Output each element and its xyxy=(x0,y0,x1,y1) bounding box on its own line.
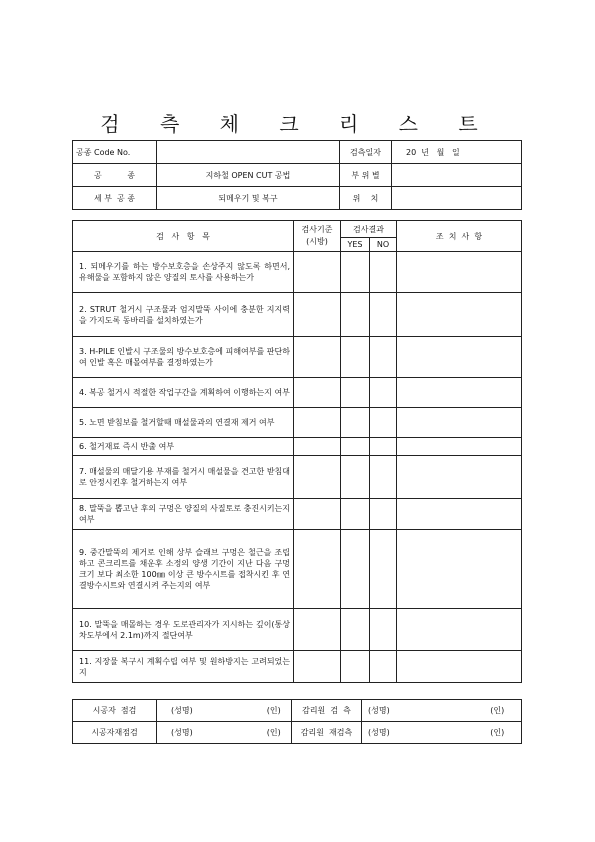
contractor-reinspection-seal[interactable]: (인) xyxy=(257,722,292,744)
no-cell[interactable] xyxy=(370,609,397,651)
sub-work-label: 세 부 공 종 xyxy=(73,187,157,210)
work-code-value[interactable] xyxy=(157,141,340,164)
action-cell[interactable] xyxy=(397,293,522,337)
action-cell[interactable] xyxy=(397,530,522,609)
supervisor-inspection-label: 감리원 검 측 xyxy=(292,700,362,722)
yes-cell[interactable] xyxy=(341,530,370,609)
supervisor-inspection-seal[interactable]: (인) xyxy=(474,700,522,722)
location-value[interactable] xyxy=(392,187,522,210)
action-cell[interactable] xyxy=(397,408,522,438)
checklist-item: 7. 매설물의 매달기용 부재를 철거시 매설물을 견고한 받침대로 안정시킨후 철거하는지 여부 xyxy=(73,456,294,499)
no-cell[interactable] xyxy=(370,530,397,609)
contractor-reinspection-label: 시공자재점검 xyxy=(73,722,157,744)
criteria-cell[interactable] xyxy=(294,337,341,378)
col-header-result: 검사결과 xyxy=(341,221,397,238)
action-cell[interactable] xyxy=(397,438,522,456)
work-type-label: 공 종 xyxy=(73,164,157,187)
work-type-value[interactable]: 지하철 OPEN CUT 공법 xyxy=(157,164,340,187)
no-cell[interactable] xyxy=(370,438,397,456)
part-name-value[interactable] xyxy=(392,164,522,187)
page-title: 검 측 체 크 리 스 트 xyxy=(100,112,495,136)
criteria-cell[interactable] xyxy=(294,408,341,438)
checklist-item: 2. STRUT 철거시 구조물과 엄지말뚝 사이에 충분한 지지력을 가지도록 동바리를 설치하였는가 xyxy=(73,293,294,337)
no-cell[interactable] xyxy=(370,499,397,530)
no-cell[interactable] xyxy=(370,293,397,337)
inspection-date-label: 검측일자 xyxy=(340,141,392,164)
contractor-inspection-seal[interactable]: (인) xyxy=(257,700,292,722)
yes-cell[interactable] xyxy=(341,456,370,499)
action-cell[interactable] xyxy=(397,609,522,651)
supervisor-inspection-name[interactable]: (성명) xyxy=(362,700,474,722)
checklist-item: 8. 말뚝을 뽑고난 후의 구멍은 양질의 사질토로 충진시키는지 여부 xyxy=(73,499,294,530)
criteria-cell[interactable] xyxy=(294,438,341,456)
yes-cell[interactable] xyxy=(341,293,370,337)
criteria-cell[interactable] xyxy=(294,530,341,609)
checklist-table xyxy=(72,220,522,683)
inspection-date-value[interactable]: 20 년 월 일 xyxy=(392,141,522,164)
criteria-cell[interactable] xyxy=(294,252,341,293)
action-cell[interactable] xyxy=(397,456,522,499)
location-label: 위 치 xyxy=(340,187,392,210)
checklist-item: 1. 되메우기를 하는 방수보호층을 손상주지 않도록 하면서, 유해물을 포함하지 않은 양질의 토사를 사용하는가 xyxy=(73,252,294,293)
yes-cell[interactable] xyxy=(341,337,370,378)
no-cell[interactable] xyxy=(370,651,397,683)
action-cell[interactable] xyxy=(397,378,522,408)
checklist-item: 9. 중간말뚝의 제거로 인해 상부 슬래브 구멍은 철근을 조립하고 콘크리트를 채운후 소정의 양생 기간이 지난 다음 구멍크기 보다 최소한 100㎜ 이상 큰 방수시트를 접착시킨 후 연결방수시트와 연결시켜 주는지의 여부 xyxy=(73,530,294,609)
supervisor-reinspection-seal[interactable]: (인) xyxy=(474,722,522,744)
work-code-label: 공종 Code No. xyxy=(73,141,157,164)
no-cell[interactable] xyxy=(370,378,397,408)
yes-cell[interactable] xyxy=(341,408,370,438)
no-cell[interactable] xyxy=(370,252,397,293)
signature-table xyxy=(72,699,522,744)
yes-cell[interactable] xyxy=(341,438,370,456)
criteria-cell[interactable] xyxy=(294,456,341,499)
yes-cell[interactable] xyxy=(341,378,370,408)
checklist-item: 4. 복공 철거시 적절한 작업구간을 계획하여 이행하는지 여부 xyxy=(73,378,294,408)
criteria-cell[interactable] xyxy=(294,609,341,651)
no-cell[interactable] xyxy=(370,456,397,499)
action-cell[interactable] xyxy=(397,651,522,683)
no-cell[interactable] xyxy=(370,408,397,438)
action-cell[interactable] xyxy=(397,499,522,530)
header-info-table xyxy=(72,140,522,210)
checklist-item: 6. 철거재료 즉시 반출 여부 xyxy=(73,438,294,456)
yes-cell[interactable] xyxy=(341,651,370,683)
yes-cell[interactable] xyxy=(341,499,370,530)
col-header-criteria: 검사기준 (시방) xyxy=(294,221,341,252)
contractor-reinspection-name[interactable]: (성명) xyxy=(157,722,257,744)
no-cell[interactable] xyxy=(370,337,397,378)
action-cell[interactable] xyxy=(397,252,522,293)
yes-cell[interactable] xyxy=(341,252,370,293)
checklist-item: 11. 지장물 복구시 계획수립 여부 및 원하방지는 고려되었는지 xyxy=(73,651,294,683)
criteria-cell[interactable] xyxy=(294,293,341,337)
action-cell[interactable] xyxy=(397,337,522,378)
checklist-item: 10. 말뚝을 매몰하는 경우 도로관리자가 지시하는 깊이(통상 차도부에서 2.1m)까지 절단여부 xyxy=(73,609,294,651)
criteria-cell[interactable] xyxy=(294,378,341,408)
part-name-label: 부 위 별 xyxy=(340,164,392,187)
col-header-items: 검 사 항 목 xyxy=(73,221,294,252)
contractor-inspection-label: 시공자 점검 xyxy=(73,700,157,722)
supervisor-reinspection-name[interactable]: (성명) xyxy=(362,722,474,744)
checklist-item: 3. H-PILE 인발시 구조물의 방수보호층에 피해여부를 판단하여 인발 혹은 매몰여부를 결정하였는가 xyxy=(73,337,294,378)
yes-cell[interactable] xyxy=(341,609,370,651)
supervisor-reinspection-label: 감리원 재검측 xyxy=(292,722,362,744)
criteria-cell[interactable] xyxy=(294,651,341,683)
col-header-yes: YES xyxy=(341,238,370,252)
contractor-inspection-name[interactable]: (성명) xyxy=(157,700,257,722)
col-header-action: 조 치 사 항 xyxy=(397,221,522,252)
checklist-item: 5. 노면 받침보를 철거할때 매설물과의 연결재 제거 여부 xyxy=(73,408,294,438)
col-header-no: NO xyxy=(370,238,397,252)
sub-work-value[interactable]: 되메우기 및 복구 xyxy=(157,187,340,210)
criteria-cell[interactable] xyxy=(294,499,341,530)
